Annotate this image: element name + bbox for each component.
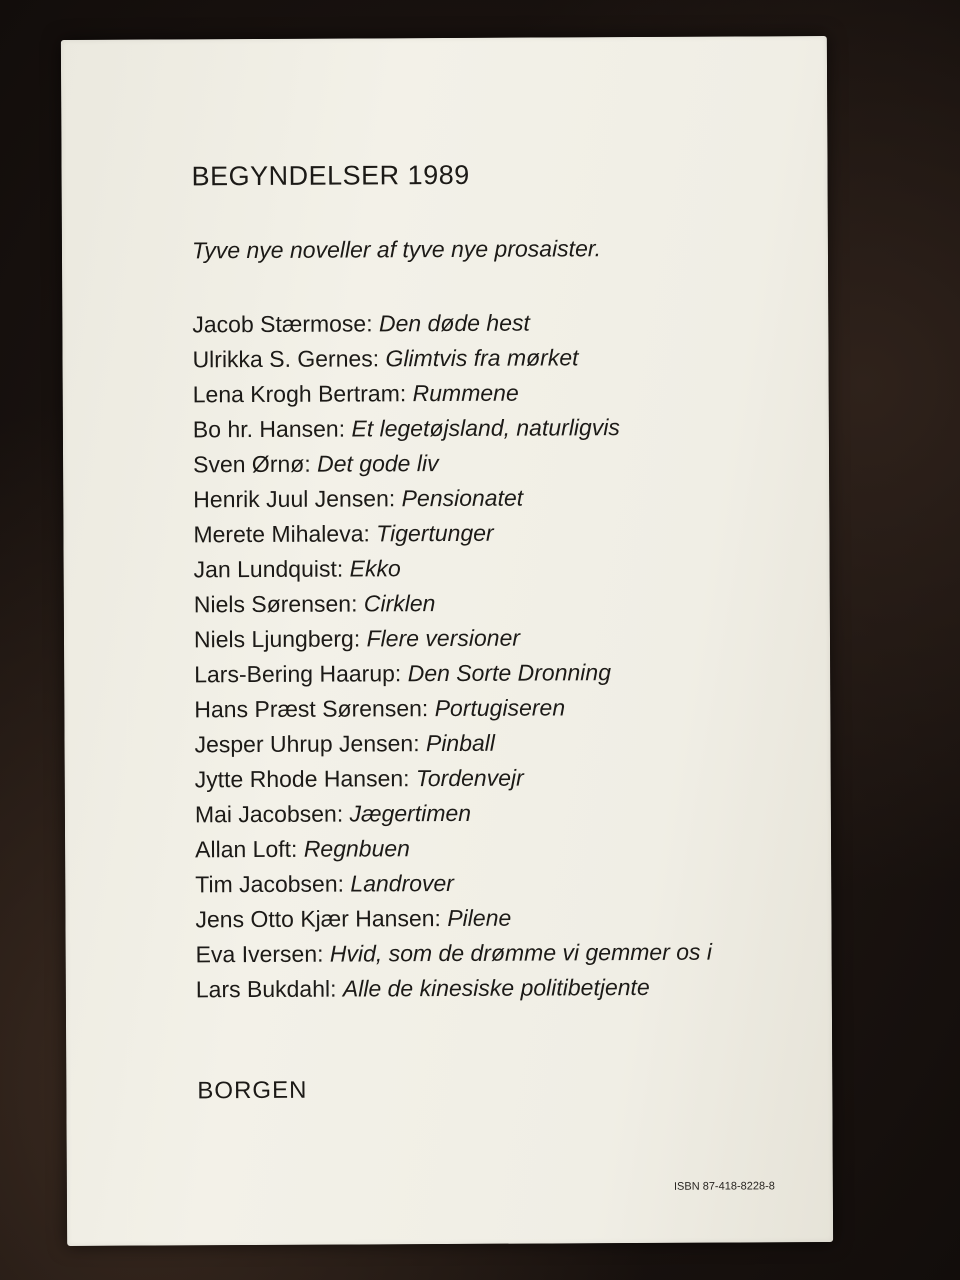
story-entry (193, 515, 710, 553)
story-entry (194, 690, 711, 728)
story-title: Jægertimen (349, 799, 472, 827)
story-entry (194, 655, 711, 693)
story-entry (195, 865, 712, 903)
story-author: Ulrikka S. Gernes: (192, 345, 380, 373)
story-author: Jacob Stærmose: (192, 310, 373, 338)
story-author: Lena Krogh Bertram: (192, 380, 407, 408)
story-title: Regnbuen (303, 835, 410, 862)
story-title: Portugiseren (434, 694, 566, 722)
story-entry (192, 340, 709, 378)
story-entry (194, 620, 711, 658)
story-title: Flere versioner (366, 624, 521, 652)
story-title: Tordenvejr (415, 764, 524, 792)
story-entry (194, 550, 711, 588)
story-title: Tigertunger (376, 519, 494, 547)
book-back-cover (61, 36, 833, 1246)
story-entry (196, 970, 713, 1008)
story-list (192, 305, 712, 1008)
story-author: Henrik Juul Jensen: (193, 485, 396, 513)
isbn-number: ISBN 87-418-8228-8 (673, 1180, 775, 1193)
story-author: Lars-Bering Haarup: (194, 660, 402, 688)
story-entry (195, 760, 712, 798)
story-title: Glimtvis fra mørket (385, 344, 579, 372)
story-title: Cirklen (363, 590, 436, 617)
story-entry (193, 480, 710, 518)
story-entry (193, 445, 710, 483)
story-author: Hans Præst Sørensen: (194, 695, 429, 723)
book-title: BEGYNDELSER 1989 (191, 159, 470, 192)
story-author: Merete Mihaleva: (193, 520, 370, 548)
story-title: Alle de kinesiske politibetjente (342, 973, 650, 1002)
story-title: Ekko (349, 555, 401, 582)
story-author: Allan Loft: (195, 835, 298, 863)
story-author: Bo hr. Hansen: (192, 415, 346, 443)
story-entry (193, 375, 710, 413)
story-title: Et legetøjsland, naturligvis (351, 414, 620, 442)
story-author: Eva Iversen: (195, 940, 324, 968)
story-entry (194, 725, 711, 763)
story-title: Pensionatet (401, 484, 524, 512)
story-author: Mai Jacobsen: (194, 800, 344, 828)
story-title: Hvid, som de drømme vi gemmer os i (329, 938, 713, 967)
story-entry (195, 900, 712, 938)
story-entry (195, 830, 712, 868)
story-entry (192, 305, 709, 343)
story-author: Tim Jacobsen: (195, 870, 345, 898)
story-author: Jens Otto Kjær Hansen: (195, 905, 441, 933)
story-author: Sven Ørnø: (193, 450, 311, 478)
story-title: Den døde hest (378, 309, 530, 337)
story-author: Jan Lundquist: (193, 555, 344, 583)
publisher-name: BORGEN (197, 1076, 308, 1105)
story-entry (194, 585, 711, 623)
story-title: Pinball (425, 729, 496, 757)
story-author: Jesper Uhrup Jensen: (194, 730, 420, 758)
book-subtitle: Tyve nye noveller af tyve nye prosaister. (191, 235, 602, 264)
story-title: Rummene (412, 379, 519, 407)
story-author: Niels Sørensen: (193, 590, 358, 618)
story-title: Pilene (447, 904, 512, 932)
story-author: Lars Bukdahl: (195, 975, 337, 1003)
story-title: Landrover (350, 869, 455, 897)
story-entry (193, 410, 710, 448)
story-author: Jytte Rhode Hansen: (194, 765, 410, 793)
story-title: Det gode liv (317, 450, 439, 477)
story-author: Niels Ljungberg: (193, 625, 361, 653)
story-entry (196, 935, 713, 973)
story-title: Den Sorte Dronning (407, 659, 612, 687)
story-entry (195, 795, 712, 833)
